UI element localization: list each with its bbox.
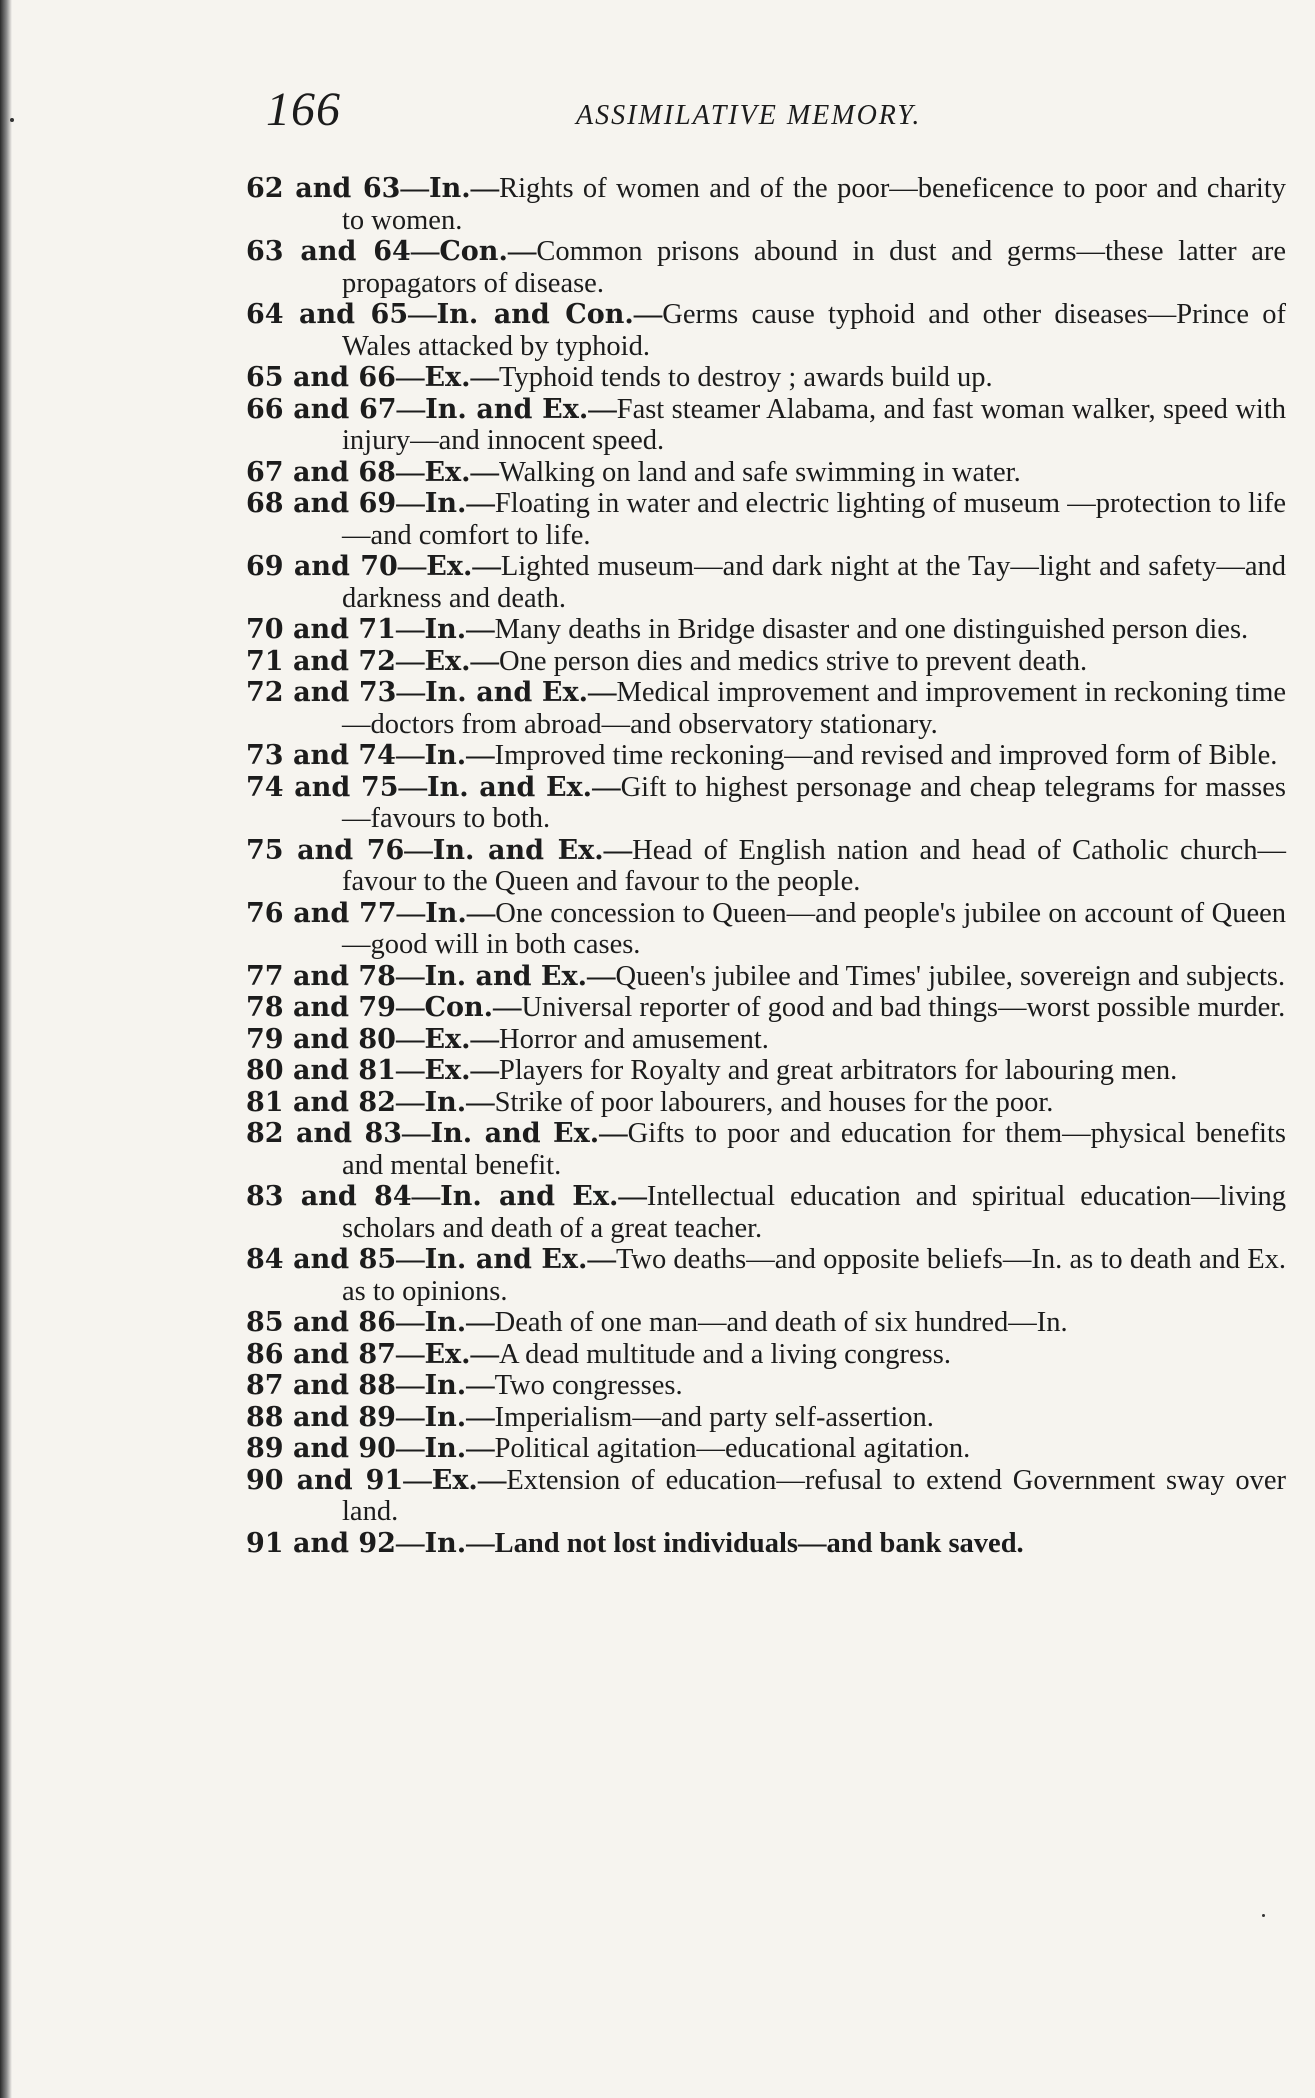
index-entry: [246, 1370, 1286, 1402]
entry-dash: —: [587, 960, 616, 992]
entry-kind: Ex.: [424, 1023, 471, 1055]
entry-dash: —: [395, 1086, 425, 1118]
entry-text: One person dies and medics strive to prevent death.: [499, 645, 1088, 677]
entry-reference: 65 and 66: [246, 362, 396, 393]
entry-dash: —: [466, 1527, 495, 1559]
entry-reference: 72 and 73: [246, 677, 397, 708]
entry-kind: Ex.: [431, 1464, 478, 1496]
entry-text: Extension of education—refusal to extend Government sway over land.: [342, 1464, 1287, 1527]
index-entry: [246, 1402, 1286, 1434]
entry-dash: —: [395, 1370, 425, 1401]
entry-dash: —: [396, 393, 426, 425]
entry-list: [246, 173, 1286, 1559]
index-entry: [246, 898, 1286, 961]
entry-kind: Ex.: [424, 362, 471, 393]
entry-reference: 78 and 79: [246, 992, 396, 1023]
entry-kind: Ex.: [424, 456, 471, 488]
entry-text: Strike of poor labourers, and houses for the poor.: [494, 1086, 1054, 1118]
index-entry: [246, 1118, 1286, 1181]
running-head: ASSIMILATIVE MEMORY.: [576, 100, 922, 131]
entry-text: Death of one man—and death of six hundred—In.: [494, 1307, 1068, 1338]
entry-dash: —: [466, 1433, 495, 1464]
entry-dash: —: [633, 299, 663, 330]
entry-kind: Con.: [439, 236, 508, 267]
page-edge-shadow: [0, 0, 12, 2098]
entry-dash: —: [395, 362, 425, 393]
entry-reference: 87 and 88: [246, 1370, 396, 1401]
entry-text: A dead multitude and a living congress.: [499, 1338, 951, 1370]
index-entry: [246, 677, 1286, 740]
entry-dash: —: [466, 1370, 495, 1401]
entry-dash: —: [395, 1527, 425, 1559]
entry-reference: 69 and 70: [246, 551, 398, 582]
entry-reference: 76 and 77: [246, 897, 397, 929]
index-entry: [246, 1339, 1286, 1371]
index-entry: [246, 173, 1286, 236]
entry-dash: —: [466, 1307, 495, 1338]
entry-reference: 91 and 92: [246, 1527, 396, 1559]
entry-text: Floating in water and electric lighting of museum —protection to life—and comfort to life.: [342, 488, 1286, 551]
entry-kind: In.: [428, 173, 471, 204]
entry-kind: Con.: [424, 992, 493, 1023]
entry-reference: 68 and 69: [246, 488, 397, 519]
entry-reference: 74 and 75: [246, 771, 399, 803]
entry-text: Players for Royalty and great arbitrators for labouring men.: [499, 1055, 1178, 1086]
entry-dash: —: [470, 456, 500, 488]
index-entry: [246, 992, 1286, 1024]
entry-text: Political agitation—educational agitation.: [494, 1433, 971, 1464]
index-entry: [246, 614, 1286, 646]
entry-reference: 63 and 64: [246, 236, 411, 267]
entry-text: Land not lost individuals—and bank saved.: [494, 1527, 1024, 1559]
print-speck: [10, 118, 14, 122]
entry-reference: 83 and 84: [246, 1181, 412, 1212]
entry-dash: —: [599, 1118, 628, 1149]
page-number: 166: [266, 83, 341, 136]
entry-kind: In.: [424, 1307, 467, 1338]
entry-dash: —: [588, 393, 617, 425]
entry-text: Lighted museum—and dark night at the Tay—light and safety—and darkness and death.: [342, 551, 1286, 614]
entry-kind: In.: [425, 897, 467, 929]
entry-dash: —: [507, 236, 537, 267]
entry-reference: 77 and 78: [246, 960, 396, 992]
entry-dash: —: [395, 1307, 425, 1338]
index-entry: [246, 551, 1286, 614]
index-entry: [246, 394, 1286, 457]
entry-dash: —: [466, 614, 495, 645]
entry-dash: —: [470, 362, 500, 393]
entry-reference: 80 and 81: [246, 1055, 396, 1086]
entry-reference: 73 and 74: [246, 740, 396, 771]
entry-dash: —: [588, 677, 617, 708]
index-entry: [246, 1307, 1286, 1339]
entry-kind: In. and Ex.: [424, 677, 589, 708]
entry-kind: Ex.: [424, 1338, 471, 1370]
entry-kind: Ex.: [424, 645, 471, 677]
entry-reference: 67 and 68: [246, 456, 396, 488]
entry-text: Walking on land and safe swimming in water.: [499, 456, 1021, 488]
index-entry: [246, 772, 1286, 835]
entry-kind: Ex.: [424, 1055, 471, 1086]
entry-dash: —: [470, 645, 500, 677]
entry-text: Rights of women and of the poor—beneficence to poor and charity to women.: [342, 173, 1286, 236]
index-entry: [246, 488, 1286, 551]
index-entry: [246, 457, 1286, 489]
entry-dash: —: [395, 1023, 425, 1055]
entry-dash: —: [472, 551, 501, 582]
entry-reference: 84 and 85: [246, 1244, 397, 1275]
entry-text: Fast steamer Alabama, and fast woman walker, speed with injury—and innocent speed.: [342, 393, 1286, 456]
entry-text: Imperialism—and party self-assertion.: [494, 1401, 934, 1433]
entry-text: Universal reporter of good and bad things—worst possible murder.: [521, 992, 1286, 1023]
entry-reference: 82 and 83: [246, 1118, 403, 1149]
entry-reference: 89 and 90: [246, 1433, 396, 1464]
entry-kind: In.: [424, 1401, 467, 1433]
entry-reference: 88 and 89: [246, 1401, 396, 1433]
entry-reference: 75 and 76: [246, 834, 405, 866]
page-header: [0, 78, 1315, 148]
entry-kind: In. and Con.: [436, 299, 634, 330]
entry-dash: —: [396, 488, 425, 519]
entry-kind: In. and Ex.: [426, 771, 593, 803]
entry-text: Typhoid tends to destroy ; awards build up.: [499, 362, 993, 393]
entry-text: Improved time reckoning—and revised and improved form of Bible.: [494, 740, 1278, 771]
entry-dash: —: [395, 456, 425, 488]
entry-dash: —: [410, 236, 440, 267]
index-entry: [246, 1528, 1286, 1560]
entry-reference: 62 and 63: [246, 173, 401, 204]
entry-kind: In.: [424, 488, 467, 519]
entry-dash: —: [396, 677, 425, 708]
index-entry: [246, 1465, 1286, 1528]
entry-text: Horror and amusement.: [499, 1023, 769, 1055]
entry-dash: —: [395, 960, 425, 992]
entry-reference: 70 and 71: [246, 614, 396, 645]
entry-dash: —: [470, 1055, 500, 1086]
index-entry: [246, 299, 1286, 362]
entry-text: Gifts to poor and education for them—physical benefits and mental benefit.: [342, 1118, 1286, 1181]
entry-dash: —: [411, 1181, 441, 1212]
entry-text: Queen's jubilee and Times' jubilee, sovereign and subjects.: [615, 960, 1286, 992]
entry-kind: In. and Ex.: [430, 1118, 600, 1149]
index-entry: [246, 362, 1286, 394]
index-entry: [246, 1087, 1286, 1119]
entry-kind: In. and Ex.: [425, 393, 589, 425]
entry-dash: —: [403, 1464, 432, 1496]
entry-kind: In.: [424, 1370, 467, 1401]
entry-dash: —: [395, 1338, 425, 1370]
entry-kind: In.: [424, 1527, 467, 1559]
entry-dash: —: [466, 1401, 495, 1433]
entry-dash: —: [404, 834, 433, 866]
entry-kind: In. and Ex.: [424, 1244, 588, 1275]
entry-text: One concession to Queen—and people's jubilee on account of Queen—good will in both cases.: [342, 897, 1286, 960]
entry-dash: —: [492, 992, 522, 1023]
entry-dash: —: [408, 299, 437, 330]
entry-text: Common prisons abound in dust and germs—these latter are propagators of disease.: [342, 236, 1286, 299]
index-entry: [246, 1433, 1286, 1465]
index-entry: [246, 835, 1286, 898]
index-entry: [246, 1024, 1286, 1056]
entry-dash: —: [466, 897, 496, 929]
entry-dash: —: [398, 771, 427, 803]
entry-dash: —: [400, 173, 429, 204]
entry-kind: Ex.: [426, 551, 473, 582]
entry-kind: In.: [424, 614, 467, 645]
entry-dash: —: [395, 1401, 425, 1433]
entry-dash: —: [397, 551, 427, 582]
entry-text: Germs cause typhoid and other diseases—Prince of Wales attacked by typhoid.: [342, 299, 1286, 362]
entry-kind: In.: [424, 740, 467, 771]
entry-text: Intellectual education and spiritual education—living scholars and death of a great teacher.: [342, 1181, 1286, 1244]
entry-dash: —: [466, 1086, 495, 1118]
index-entry: [246, 740, 1286, 772]
entry-kind: In. and Ex.: [440, 1181, 619, 1212]
entry-text: Gift to highest personage and cheap telegrams for masses—favours to both.: [342, 771, 1286, 834]
entry-dash: —: [395, 740, 425, 771]
entry-text: Medical improvement and improvement in reckoning time—doctors from abroad—and observatory stationary.: [342, 677, 1287, 740]
entry-dash: —: [395, 645, 425, 677]
index-entry: [246, 1055, 1286, 1087]
entry-dash: —: [395, 992, 425, 1023]
entry-text: Many deaths in Bridge disaster and one distinguished person dies.: [494, 614, 1249, 645]
print-speck: [1262, 1914, 1265, 1917]
entry-text: Head of English nation and head of Catholic church—favour to the Queen and favour to the people.: [342, 834, 1286, 897]
entry-dash: —: [466, 488, 495, 519]
entry-dash: —: [618, 1181, 647, 1212]
entry-reference: 90 and 91: [246, 1464, 404, 1496]
index-entry: [246, 236, 1286, 299]
entry-dash: —: [477, 1464, 507, 1496]
entry-reference: 81 and 82: [246, 1086, 396, 1118]
entry-dash: —: [395, 614, 425, 645]
entry-dash: —: [395, 1055, 425, 1086]
entry-dash: —: [587, 1244, 616, 1275]
entry-dash: —: [470, 173, 500, 204]
index-entry: [246, 961, 1286, 993]
index-entry: [246, 646, 1286, 678]
entry-reference: 66 and 67: [246, 393, 397, 425]
entry-dash: —: [470, 1338, 500, 1370]
entry-kind: In. and Ex.: [424, 960, 587, 992]
entry-kind: In.: [424, 1086, 467, 1118]
entry-dash: —: [396, 1244, 425, 1275]
entry-reference: 71 and 72: [246, 645, 396, 677]
entry-dash: —: [466, 740, 495, 771]
entry-text: Two congresses.: [494, 1370, 683, 1401]
entry-text: Two deaths—and opposite beliefs—In. as to death and Ex. as to opinions.: [342, 1244, 1286, 1307]
entry-kind: In. and Ex.: [432, 834, 604, 866]
index-entry: [246, 1244, 1286, 1307]
entry-dash: —: [592, 771, 621, 803]
entry-dash: —: [396, 897, 426, 929]
entry-reference: 79 and 80: [246, 1023, 396, 1055]
entry-reference: 64 and 65: [246, 299, 409, 330]
entry-dash: —: [470, 1023, 500, 1055]
entry-dash: —: [603, 834, 633, 866]
index-entry: [246, 1181, 1286, 1244]
entry-kind: In.: [424, 1433, 467, 1464]
entry-dash: —: [402, 1118, 431, 1149]
entry-reference: 86 and 87: [246, 1338, 396, 1370]
entry-dash: —: [395, 1433, 425, 1464]
entry-reference: 85 and 86: [246, 1307, 396, 1338]
